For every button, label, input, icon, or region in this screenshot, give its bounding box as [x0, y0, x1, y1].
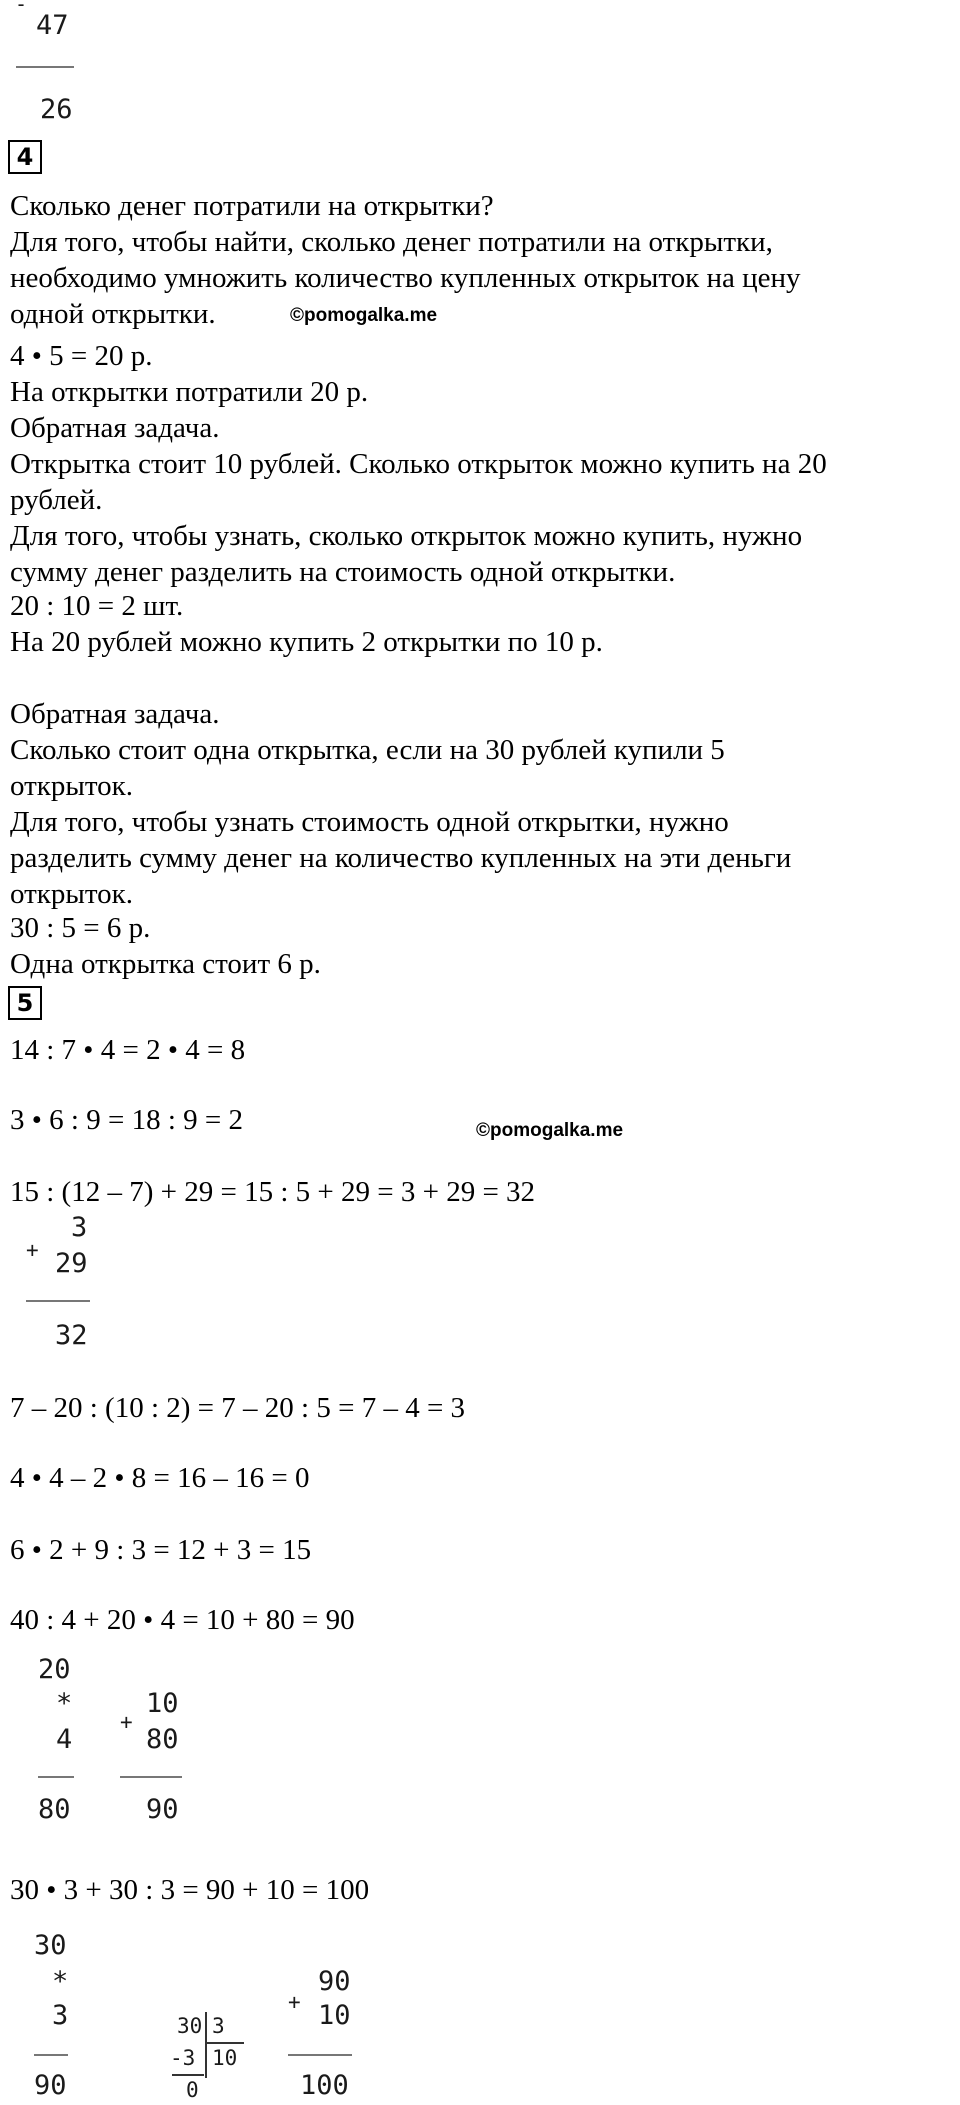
division-dividend: 30 — [177, 2014, 203, 2038]
column-operand: 80 — [146, 1724, 179, 1755]
division-quotient-rule — [206, 2042, 244, 2044]
division-subtract: -3 — [170, 2046, 196, 2070]
column-operand: 10 — [146, 1688, 179, 1719]
column-sign: * — [52, 1966, 69, 1997]
expression-line: 15 : (12 – 7) + 29 = 15 : 5 + 29 = 3 + 29 = 32 — [10, 1176, 536, 1208]
text-line: открыток. — [10, 878, 133, 910]
task-number-5: 5 — [8, 986, 42, 1020]
text-line: Для того, чтобы узнать стоимость одной открытки, нужно — [10, 806, 729, 838]
watermark: ©pomogalka.me — [476, 1120, 624, 1141]
division-remainder: 0 — [186, 2078, 199, 2102]
text-line: сумму денег разделить на стоимость одной открытки. — [10, 556, 676, 588]
column-rule — [26, 1300, 90, 1302]
column-result: 90 — [34, 2070, 67, 2101]
column-rule — [120, 1776, 182, 1778]
division-bar — [205, 2012, 207, 2078]
equation-line: 20 : 10 = 2 шт. — [10, 590, 184, 622]
watermark: ©pomogalka.me — [290, 305, 438, 326]
column-rule — [38, 1776, 74, 1778]
column-operand: 3 — [52, 2000, 69, 2031]
expression-line: 4 • 4 – 2 • 8 = 16 – 16 = 0 — [10, 1462, 310, 1494]
column-rule — [16, 66, 74, 68]
column-sign: + — [120, 1710, 133, 1734]
text-line: Открытка стоит 10 рублей. Сколько открыток можно купить на 20 — [10, 448, 827, 480]
expression-line: 14 : 7 • 4 = 2 • 4 = 8 — [10, 1034, 246, 1066]
column-operand: 29 — [55, 1248, 88, 1279]
text-line: Для того, чтобы узнать, сколько открыток можно купить, нужно — [10, 520, 803, 552]
column-rule — [34, 2054, 68, 2056]
column-sign: * — [56, 1688, 73, 1719]
column-operand: 47 — [36, 10, 69, 41]
text-line: Сколько денег потратили на открытки? — [10, 190, 494, 222]
column-operand: 4 — [56, 1724, 73, 1755]
column-rule — [288, 2054, 352, 2056]
column-result: 80 — [38, 1794, 71, 1825]
column-operand: 20 — [38, 1654, 71, 1685]
column-operand: 90 — [318, 1966, 351, 1997]
division-quotient: 10 — [212, 2046, 238, 2070]
column-sign: + — [26, 1238, 39, 1262]
equation-line: 30 : 5 = 6 р. — [10, 912, 151, 944]
division-divisor: 3 — [212, 2014, 225, 2038]
column-result: 90 — [146, 1794, 179, 1825]
division-rule — [172, 2074, 204, 2076]
column-operand: 3 — [71, 1212, 88, 1243]
expression-line: 7 – 20 : (10 : 2) = 7 – 20 : 5 = 7 – 4 = 3 — [10, 1392, 466, 1424]
column-operand: 10 — [318, 2000, 351, 2031]
expression-line: 3 • 6 : 9 = 18 : 9 = 2 — [10, 1104, 243, 1136]
text-line: рублей. — [10, 484, 103, 516]
text-line: Одна открытка стоит 6 р. — [10, 948, 321, 980]
text-line: разделить сумму денег на количество купленных на эти деньги — [10, 842, 792, 874]
task-number-4: 4 — [8, 140, 42, 174]
text-line: открыток. — [10, 770, 133, 802]
text-line: На 20 рублей можно купить 2 открытки по 10 р. — [10, 626, 603, 658]
column-result: 100 — [300, 2070, 349, 2101]
expression-line: 6 • 2 + 9 : 3 = 12 + 3 = 15 — [10, 1534, 312, 1566]
text-line: одной открытки. — [10, 298, 216, 330]
text-line: Обратная задача. — [10, 412, 220, 444]
equation-line: 4 • 5 = 20 р. — [10, 340, 153, 372]
expression-line: 40 : 4 + 20 • 4 = 10 + 80 = 90 — [10, 1604, 355, 1636]
text-line: Обратная задача. — [10, 698, 220, 730]
column-sign: - — [15, 0, 28, 16]
column-sign: + — [288, 1990, 301, 2014]
text-line: необходимо умножить количество купленных открыток на цену — [10, 262, 801, 294]
column-result: 26 — [40, 94, 73, 125]
column-result: 32 — [55, 1320, 88, 1351]
column-operand: 30 — [34, 1930, 67, 1961]
expression-line: 30 • 3 + 30 : 3 = 90 + 10 = 100 — [10, 1874, 370, 1906]
text-line: Сколько стоит одна открытка, если на 30 рублей купили 5 — [10, 734, 725, 766]
text-line: На открытки потратили 20 р. — [10, 376, 369, 408]
text-line: Для того, чтобы найти, сколько денег потратили на открытки, — [10, 226, 773, 258]
